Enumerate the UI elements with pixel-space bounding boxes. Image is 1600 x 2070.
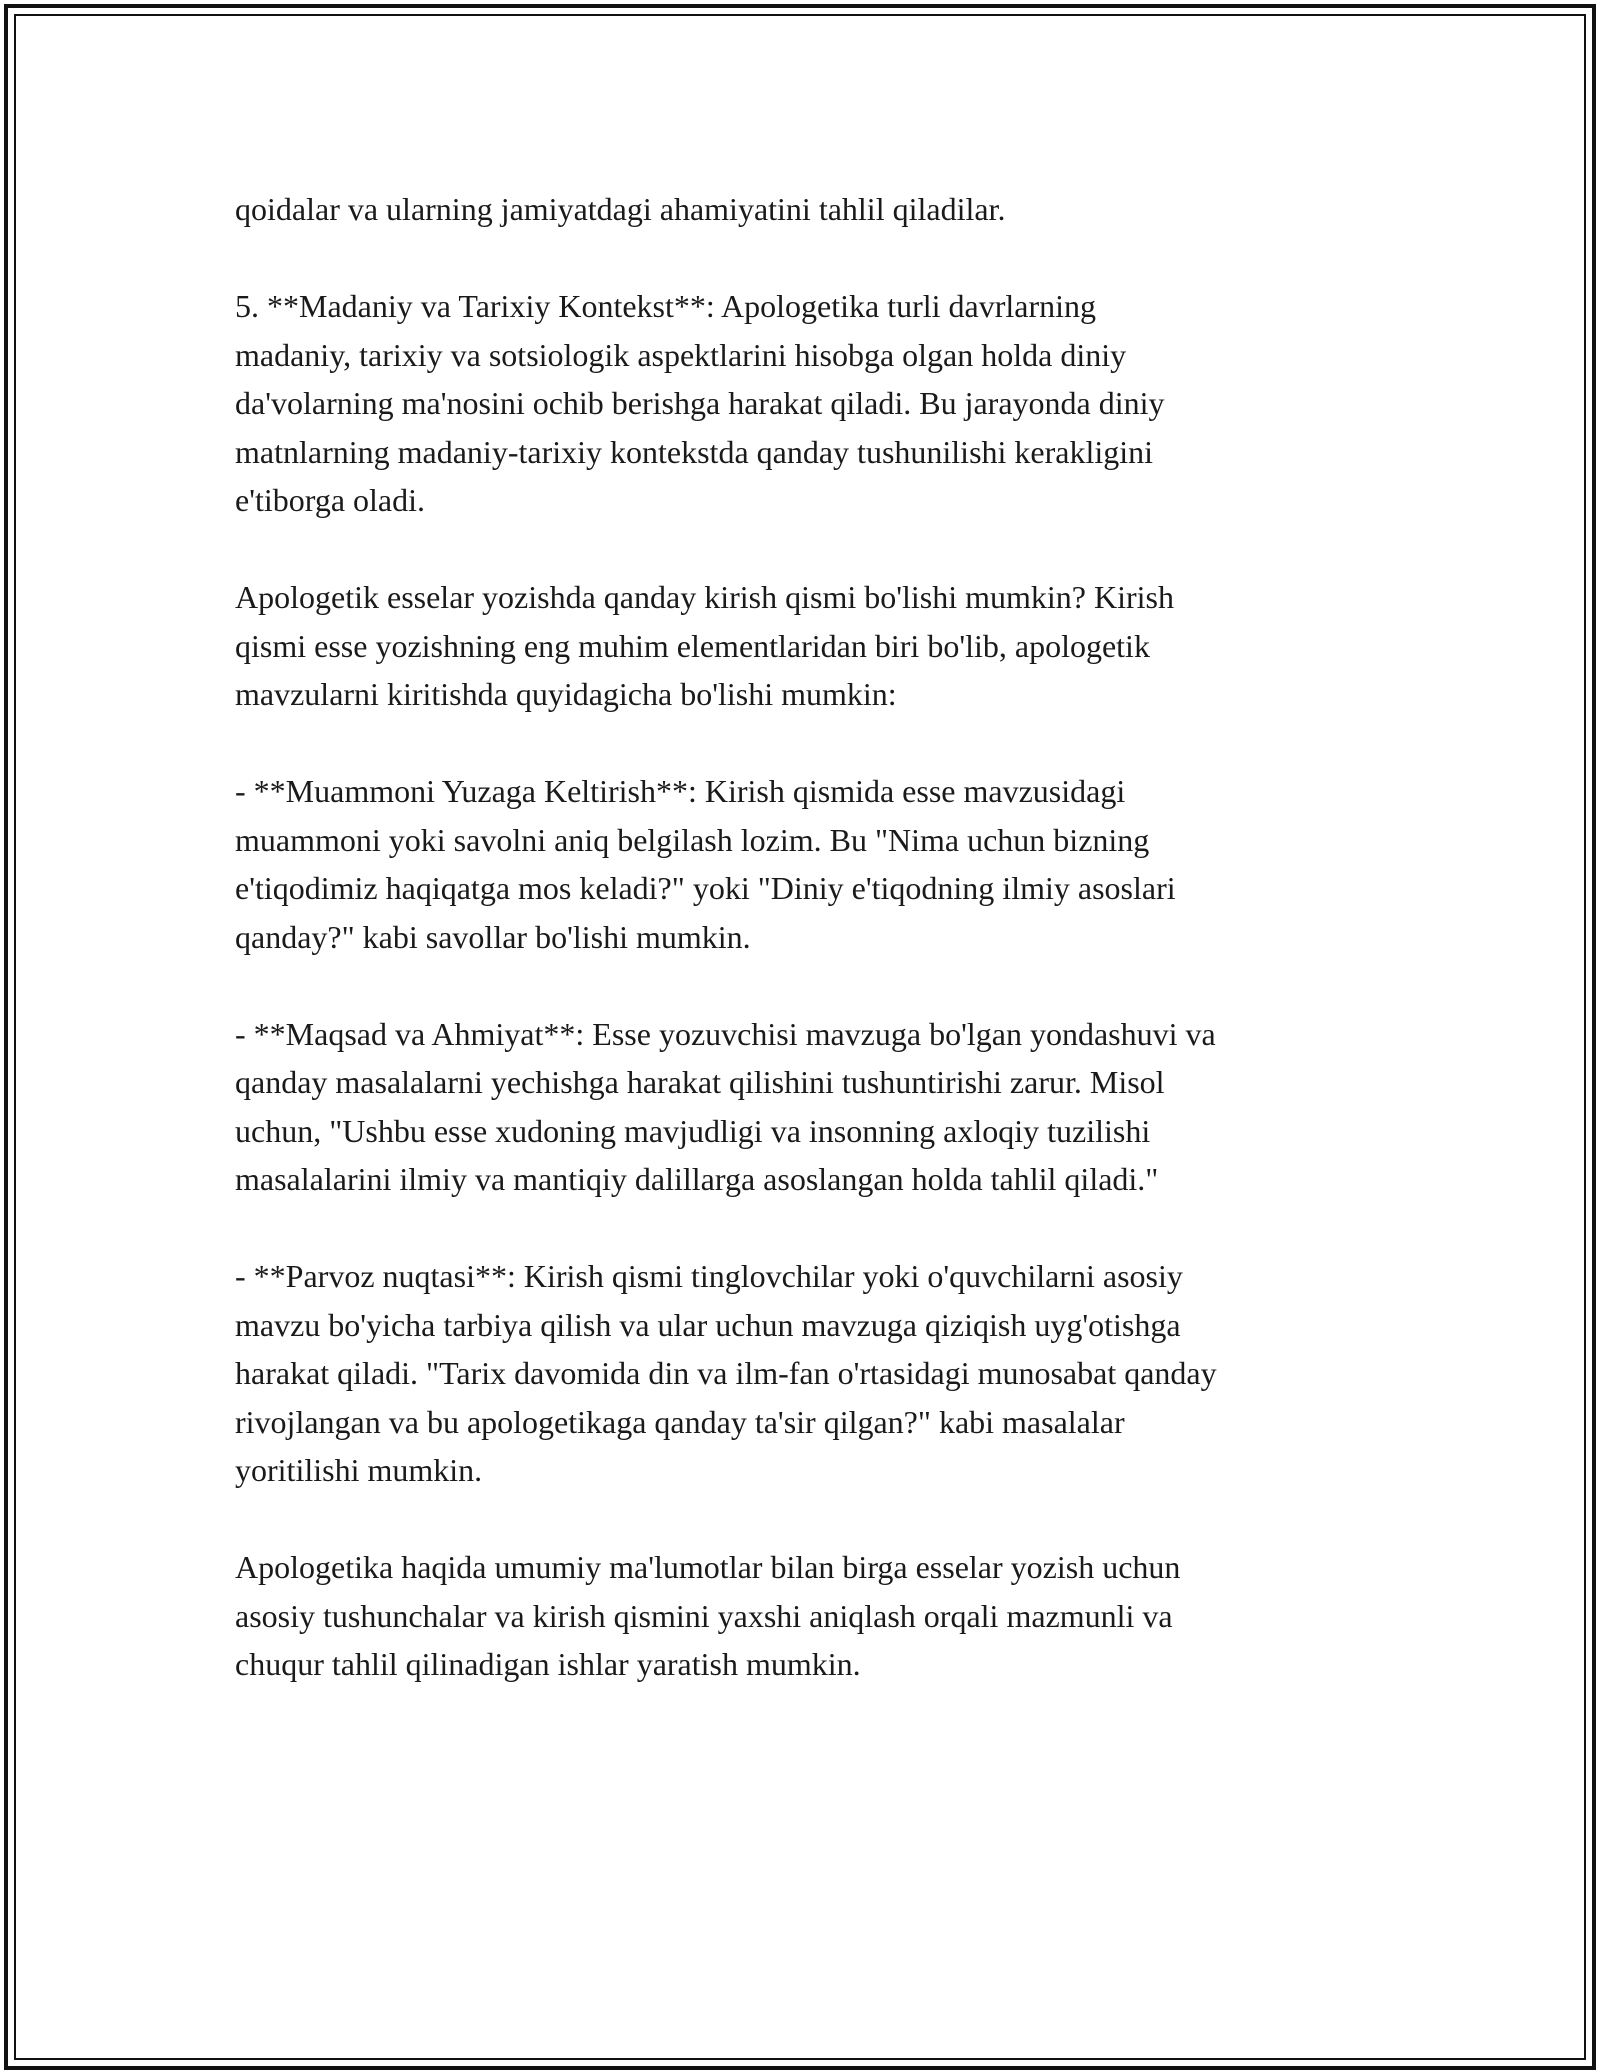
paragraph-purpose-importance: - **Maqsad va Ahmiyat**: Esse yozuvchisi mavzuga bo'lgan yondashuvi va qanday masalalarni yechishga harakat qilishini tushuntirishi zarur. Misol uchun, "Ushbu esse xudoning mavjudligi va insonning axloqiy tuzilishi masalalarini ilmiy va mantiqiy dalillarga asoslangan holda tahlil qiladi." bbox=[235, 1015, 1216, 1197]
document-body bbox=[235, 185, 1380, 1737]
paragraph-raising-problem: - **Muammoni Yuzaga Keltirish**: Kirish qismida esse mavzusidagi muammoni yoki savolni aniq belgilash lozim. Bu "Nima uchun bizning e'tiqodimiz haqiqatga mos keladi?" yoki "Diniy e'tiqodning ilmiy asoslari qanday?" kabi savollar bo'lishi mumkin. bbox=[235, 773, 1176, 955]
paragraph-continuation: qoidalar va ularning jamiyatdagi ahamiyatini tahlil qiladilar. bbox=[235, 191, 1006, 227]
paragraph-conclusion: Apologetika haqida umumiy ma'lumotlar bilan birga esselar yozish uchun asosiy tushunchalar va kirish qismini yaxshi aniqlash orqali mazmunli va chuqur tahlil qilinadigan ishlar yaratish mumkin. bbox=[235, 1549, 1181, 1682]
paragraph-cultural-context: 5. **Madaniy va Tarixiy Kontekst**: Apologetika turli davrlarning madaniy, tarixiy va sotsiologik aspektlarini hisobga olgan holda diniy da'volarning ma'nosini ochib berishga harakat qiladi. Bu jarayonda diniy matnlarning madaniy-tarixiy kontekstda qanday tushunilishi kerakligini e'tiborga oladi. bbox=[235, 288, 1165, 518]
paragraph-introduction-question: Apologetik esselar yozishda qanday kirish qismi bo'lishi mumkin? Kirish qismi esse yozishning eng muhim elementlaridan biri bo'lib, apologetik mavzularni kiritishda quyidagicha bo'lishi mumkin: bbox=[235, 579, 1174, 712]
paragraph-starting-point: - **Parvoz nuqtasi**: Kirish qismi tinglovchilar yoki o'quvchilarni asosiy mavzu bo'yicha tarbiya qilish va ular uchun mavzuga qiziqish uyg'otishga harakat qiladi. "Tarix davomida din va ilm-fan o'rtasidagi munosabat qanday rivojlangan va bu apologetikaga qanday ta'sir qilgan?" kabi masalalar yoritilishi mumkin. bbox=[235, 1258, 1217, 1488]
